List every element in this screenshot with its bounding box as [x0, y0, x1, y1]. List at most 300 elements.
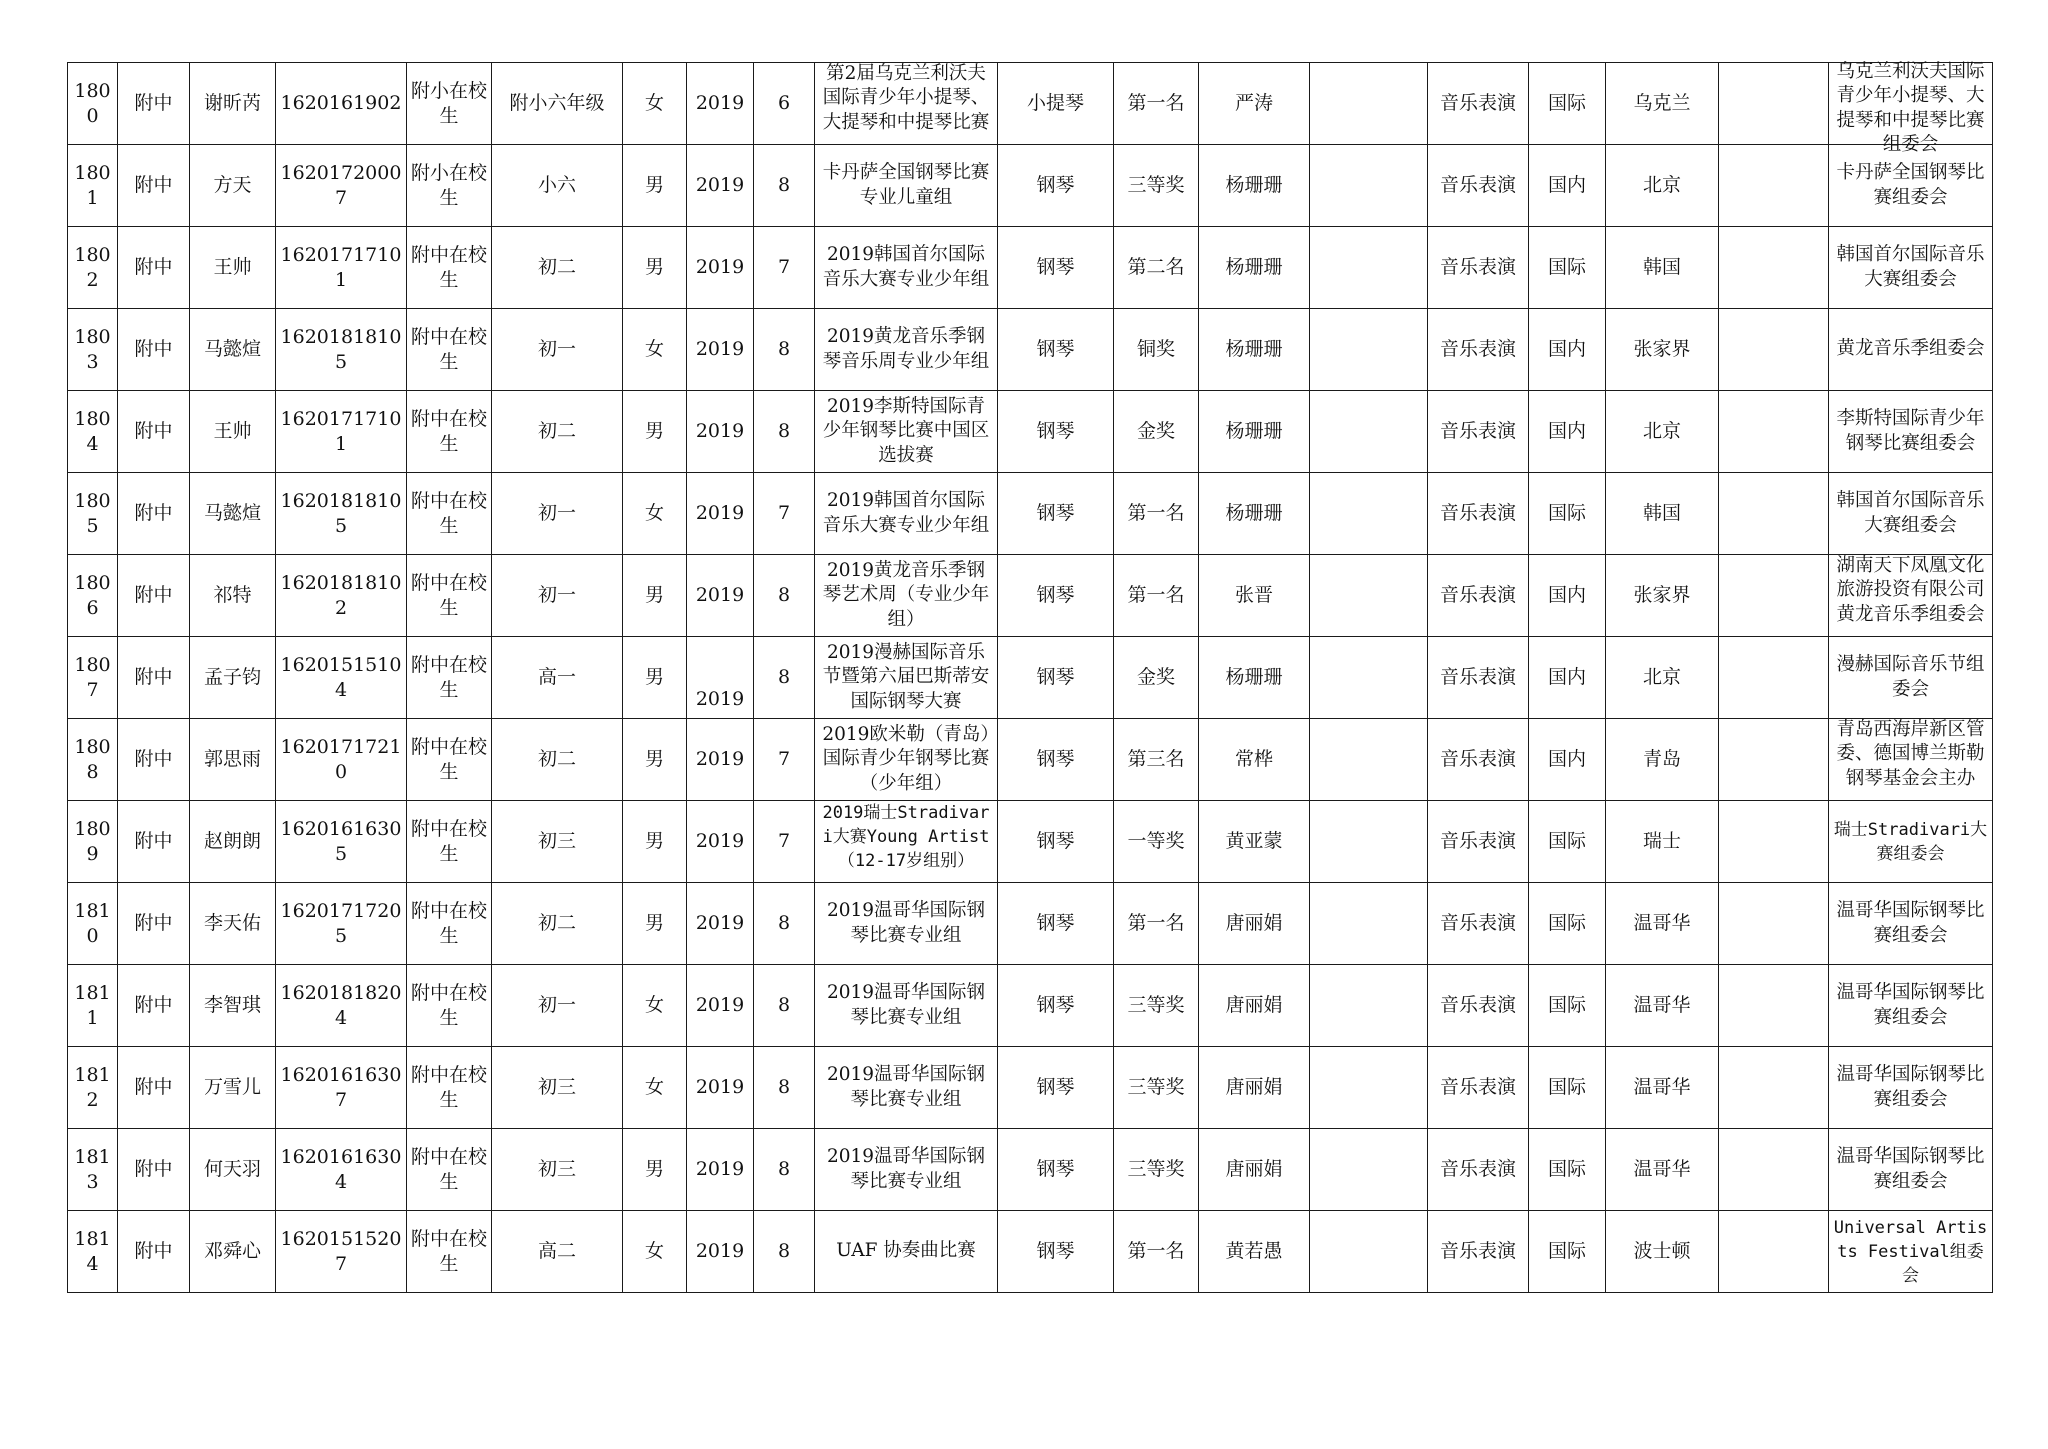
teacher-text: 唐丽娟	[1225, 994, 1283, 1016]
year-text: 2019	[695, 502, 745, 524]
level-cell	[1529, 801, 1606, 883]
gender-text: 男	[644, 256, 664, 278]
grade-cell	[492, 965, 623, 1047]
competition-name-cell	[815, 1129, 998, 1211]
empty-cell	[1719, 965, 1829, 1047]
award-text: 三等奖	[1127, 994, 1185, 1016]
student-name-cell	[190, 1129, 276, 1211]
department-text: 附中	[134, 912, 173, 934]
organizer-cell	[1829, 801, 1993, 883]
category-cell	[1428, 145, 1529, 227]
month-cell	[754, 145, 815, 227]
grade-cell	[492, 63, 623, 145]
grade-text: 附小六年级	[509, 92, 605, 114]
empty-cell	[1310, 1047, 1428, 1129]
year-text: 2019	[695, 174, 745, 196]
student-id-text: 16201717101	[280, 407, 402, 455]
year-text: 2019	[695, 830, 745, 852]
level-cell	[1529, 883, 1606, 965]
competition-name-text: 2019温哥华国际钢琴比赛专业组	[826, 1146, 986, 1192]
enrollment-status-text: 附中在校生	[410, 981, 487, 1029]
year-text: 2019	[695, 338, 745, 360]
category-text: 音乐表演	[1439, 174, 1516, 196]
empty-cell	[1310, 719, 1428, 801]
month-text: 7	[777, 830, 791, 852]
category-cell	[1428, 1129, 1529, 1211]
teacher-text: 严涛	[1234, 92, 1273, 114]
location-text: 韩国	[1642, 256, 1681, 278]
student-name-cell	[190, 145, 276, 227]
enrollment-status-text: 附中在校生	[410, 1227, 487, 1275]
year-cell	[687, 1047, 754, 1129]
gender-cell	[623, 965, 687, 1047]
location-text: 张家界	[1633, 338, 1691, 360]
empty-cell	[1719, 1129, 1829, 1211]
record-number-cell	[68, 965, 118, 1047]
organizer-text: 漫赫国际音乐节组委会	[1836, 654, 1985, 700]
location-cell	[1606, 63, 1719, 145]
empty-cell	[1719, 309, 1829, 391]
enrollment-status-cell	[407, 637, 492, 719]
record-number-text: 1810	[74, 899, 111, 947]
enrollment-status-text: 附中在校生	[410, 243, 487, 291]
student-name-cell	[190, 309, 276, 391]
year-text: 2019	[695, 994, 745, 1016]
teacher-cell	[1199, 145, 1310, 227]
department-text: 附中	[134, 92, 173, 114]
level-text: 国内	[1547, 420, 1586, 442]
empty-cell	[1310, 1129, 1428, 1211]
gender-cell	[623, 801, 687, 883]
location-cell	[1606, 145, 1719, 227]
location-text: 青岛	[1642, 748, 1681, 770]
competition-name-cell	[815, 1211, 998, 1293]
student-id-text: 16201720007	[280, 161, 402, 209]
level-cell	[1529, 145, 1606, 227]
enrollment-status-text: 附小在校生	[410, 79, 487, 127]
grade-cell	[492, 801, 623, 883]
instrument-text: 钢琴	[1036, 584, 1075, 606]
department-text: 附中	[134, 1076, 173, 1098]
teacher-cell	[1199, 719, 1310, 801]
competition-name-cell	[815, 309, 998, 391]
competition-name-text: 2019欧米勒（青岛）国际青少年钢琴比赛（少年组）	[822, 723, 990, 794]
grade-cell	[492, 309, 623, 391]
department-text: 附中	[134, 420, 173, 442]
award-cell	[1114, 1129, 1199, 1211]
teacher-text: 唐丽娟	[1225, 912, 1283, 934]
gender-cell	[623, 1047, 687, 1129]
grade-cell	[492, 1047, 623, 1129]
student-name-text: 祁特	[213, 584, 252, 606]
location-cell	[1606, 309, 1719, 391]
level-text: 国内	[1547, 584, 1586, 606]
empty-cell	[1310, 145, 1428, 227]
location-text: 张家界	[1633, 584, 1691, 606]
department-cell	[118, 145, 190, 227]
grade-cell	[492, 473, 623, 555]
award-text: 第三名	[1127, 748, 1185, 770]
record-number-cell	[68, 1129, 118, 1211]
student-id-cell	[276, 555, 407, 637]
instrument-cell	[998, 883, 1114, 965]
empty-cell	[1310, 473, 1428, 555]
level-text: 国际	[1547, 1158, 1586, 1180]
student-name-cell	[190, 63, 276, 145]
organizer-cell	[1829, 965, 1993, 1047]
year-text: 2019	[695, 1076, 745, 1098]
instrument-text: 钢琴	[1036, 420, 1075, 442]
category-text: 音乐表演	[1439, 502, 1516, 524]
student-id-text: 16201616304	[280, 1145, 402, 1193]
grade-cell	[492, 637, 623, 719]
record-number-text: 1812	[74, 1063, 111, 1111]
department-cell	[118, 719, 190, 801]
category-cell	[1428, 391, 1529, 473]
category-text: 音乐表演	[1439, 256, 1516, 278]
student-id-cell	[276, 637, 407, 719]
gender-text: 女	[644, 1076, 664, 1098]
organizer-text: 乌克兰利沃夫国际青少年小提琴、大提琴和中提琴比赛组委会	[1836, 60, 1985, 155]
student-name-text: 王帅	[213, 420, 252, 442]
student-name-cell	[190, 637, 276, 719]
enrollment-status-text: 附中在校生	[410, 571, 487, 619]
month-text: 7	[777, 256, 791, 278]
competition-name-text: 2019漫赫国际音乐节暨第六届巴斯蒂安国际钢琴大赛	[822, 641, 990, 712]
location-text: 温哥华	[1633, 1158, 1691, 1180]
category-cell	[1428, 1047, 1529, 1129]
table-row	[68, 965, 1993, 1047]
organizer-text: 瑞士Stradivari大赛组委会	[1833, 819, 1988, 864]
month-cell	[754, 555, 815, 637]
department-text: 附中	[134, 994, 173, 1016]
gender-text: 女	[644, 92, 664, 114]
month-text: 8	[777, 994, 791, 1016]
year-cell	[687, 637, 754, 719]
award-cell	[1114, 719, 1199, 801]
table-body	[68, 60, 1993, 1293]
record-number-text: 1803	[74, 325, 111, 373]
competition-name-cell	[815, 965, 998, 1047]
student-id-cell	[276, 473, 407, 555]
category-text: 音乐表演	[1439, 748, 1516, 770]
student-name-text: 方天	[213, 174, 252, 196]
instrument-cell	[998, 965, 1114, 1047]
table-row	[68, 637, 1993, 719]
organizer-cell	[1829, 227, 1993, 309]
year-text: 2019	[695, 420, 745, 442]
location-cell	[1606, 883, 1719, 965]
category-text: 音乐表演	[1439, 1158, 1516, 1180]
location-cell	[1606, 1211, 1719, 1293]
competition-name-text: 2019温哥华国际钢琴比赛专业组	[826, 900, 986, 946]
student-id-text: 16201616305	[280, 817, 402, 865]
teacher-text: 张晋	[1234, 584, 1273, 606]
month-cell	[754, 719, 815, 801]
record-number-text: 1809	[74, 817, 111, 865]
table-row	[68, 391, 1993, 473]
organizer-text: 温哥华国际钢琴比赛组委会	[1836, 900, 1985, 946]
award-text: 三等奖	[1127, 1076, 1185, 1098]
organizer-cell	[1829, 309, 1993, 391]
month-cell	[754, 1129, 815, 1211]
award-text: 第一名	[1127, 502, 1185, 524]
gender-text: 男	[644, 174, 664, 196]
department-cell	[118, 965, 190, 1047]
student-name-text: 马懿煊	[203, 338, 261, 360]
teacher-text: 杨珊珊	[1225, 338, 1283, 360]
teacher-cell	[1199, 473, 1310, 555]
student-id-text: 16201717210	[280, 735, 402, 783]
instrument-cell	[998, 801, 1114, 883]
year-text: 2019	[695, 748, 745, 770]
teacher-text: 杨珊珊	[1225, 174, 1283, 196]
year-cell	[687, 391, 754, 473]
organizer-cell	[1829, 555, 1993, 637]
student-name-cell	[190, 555, 276, 637]
department-cell	[118, 473, 190, 555]
empty-cell	[1719, 1211, 1829, 1293]
location-text: 乌克兰	[1633, 92, 1691, 114]
teacher-text: 唐丽娟	[1225, 1076, 1283, 1098]
organizer-text: 李斯特国际青少年钢琴比赛组委会	[1836, 408, 1985, 454]
grade-text: 初二	[537, 912, 576, 934]
instrument-text: 钢琴	[1036, 1158, 1075, 1180]
student-name-cell	[190, 1211, 276, 1293]
year-cell	[687, 719, 754, 801]
table-row	[68, 227, 1993, 309]
empty-cell	[1310, 227, 1428, 309]
grade-text: 初三	[537, 1076, 576, 1098]
enrollment-status-text: 附中在校生	[410, 407, 487, 455]
empty-cell	[1719, 391, 1829, 473]
enrollment-status-text: 附中在校生	[410, 325, 487, 373]
competition-name-text: 2019韩国首尔国际音乐大赛专业少年组	[822, 244, 990, 290]
level-text: 国内	[1547, 666, 1586, 688]
student-id-text: 16201717101	[280, 243, 402, 291]
enrollment-status-text: 附小在校生	[410, 161, 487, 209]
category-cell	[1428, 555, 1529, 637]
student-id-cell	[276, 801, 407, 883]
month-text: 8	[777, 666, 791, 688]
enrollment-status-cell	[407, 555, 492, 637]
enrollment-status-cell	[407, 391, 492, 473]
department-text: 附中	[134, 830, 173, 852]
instrument-text: 钢琴	[1036, 338, 1075, 360]
record-number-cell	[68, 883, 118, 965]
month-text: 8	[777, 338, 791, 360]
year-text: 2019	[695, 1240, 745, 1262]
teacher-text: 杨珊珊	[1225, 256, 1283, 278]
award-text: 金奖	[1136, 420, 1175, 442]
month-cell	[754, 1211, 815, 1293]
instrument-cell	[998, 1211, 1114, 1293]
empty-cell	[1719, 1047, 1829, 1129]
instrument-text: 钢琴	[1036, 1240, 1075, 1262]
location-cell	[1606, 801, 1719, 883]
award-text: 铜奖	[1136, 338, 1175, 360]
level-text: 国际	[1547, 502, 1586, 524]
award-cell	[1114, 391, 1199, 473]
teacher-cell	[1199, 965, 1310, 1047]
award-cell	[1114, 1211, 1199, 1293]
location-cell	[1606, 719, 1719, 801]
awards-table-sheet	[67, 62, 1993, 1293]
instrument-text: 小提琴	[1026, 92, 1084, 114]
teacher-text: 常桦	[1234, 748, 1273, 770]
grade-text: 初一	[537, 338, 576, 360]
student-name-cell	[190, 883, 276, 965]
year-text: 2019	[695, 92, 745, 114]
enrollment-status-text: 附中在校生	[410, 1145, 487, 1193]
organizer-cell	[1829, 473, 1993, 555]
department-cell	[118, 801, 190, 883]
department-text: 附中	[134, 1158, 173, 1180]
organizer-text: 温哥华国际钢琴比赛组委会	[1836, 982, 1985, 1028]
department-text: 附中	[134, 338, 173, 360]
competition-name-cell	[815, 637, 998, 719]
department-cell	[118, 227, 190, 309]
competition-name-cell	[815, 391, 998, 473]
location-text: 北京	[1642, 420, 1681, 442]
gender-text: 女	[644, 502, 664, 524]
gender-cell	[623, 63, 687, 145]
level-cell	[1529, 1047, 1606, 1129]
location-text: 瑞士	[1642, 830, 1681, 852]
level-text: 国际	[1547, 256, 1586, 278]
year-cell	[687, 309, 754, 391]
gender-cell	[623, 227, 687, 309]
year-text: 2019	[695, 256, 745, 278]
award-cell	[1114, 555, 1199, 637]
month-cell	[754, 391, 815, 473]
empty-cell	[1719, 63, 1829, 145]
instrument-cell	[998, 637, 1114, 719]
grade-text: 高二	[537, 1240, 576, 1262]
enrollment-status-text: 附中在校生	[410, 1063, 487, 1111]
enrollment-status-cell	[407, 63, 492, 145]
record-number-cell	[68, 801, 118, 883]
table-row	[68, 883, 1993, 965]
month-text: 8	[777, 912, 791, 934]
competition-name-text: 2019李斯特国际青少年钢琴比赛中国区选拔赛	[822, 395, 990, 466]
student-id-text: 16201818105	[280, 489, 402, 537]
student-id-text: 16201515207	[280, 1227, 402, 1275]
month-text: 8	[777, 1158, 791, 1180]
instrument-text: 钢琴	[1036, 502, 1075, 524]
award-text: 第一名	[1127, 584, 1185, 606]
empty-cell	[1719, 719, 1829, 801]
department-cell	[118, 391, 190, 473]
competition-name-text: 2019黄龙音乐季钢琴音乐周专业少年组	[822, 326, 990, 372]
enrollment-status-text: 附中在校生	[410, 735, 487, 783]
year-cell	[687, 145, 754, 227]
empty-cell	[1310, 63, 1428, 145]
category-cell	[1428, 883, 1529, 965]
location-cell	[1606, 1129, 1719, 1211]
month-text: 6	[777, 92, 791, 114]
gender-cell	[623, 309, 687, 391]
student-name-text: 谢昕芮	[203, 92, 261, 114]
department-cell	[118, 63, 190, 145]
student-name-text: 郭思雨	[203, 748, 261, 770]
organizer-cell	[1829, 719, 1993, 801]
year-cell	[687, 965, 754, 1047]
competition-name-text: 卡丹萨全国钢琴比赛专业儿童组	[822, 162, 990, 208]
student-name-cell	[190, 719, 276, 801]
year-cell	[687, 555, 754, 637]
student-id-cell	[276, 883, 407, 965]
department-text: 附中	[134, 1240, 173, 1262]
award-text: 三等奖	[1127, 174, 1185, 196]
student-name-text: 李天佑	[203, 912, 261, 934]
student-name-cell	[190, 473, 276, 555]
category-cell	[1428, 473, 1529, 555]
student-id-cell	[276, 227, 407, 309]
table-row	[68, 145, 1993, 227]
student-id-cell	[276, 719, 407, 801]
competition-name-cell	[815, 145, 998, 227]
competition-name-text: 2019韩国首尔国际音乐大赛专业少年组	[822, 490, 990, 536]
gender-cell	[623, 719, 687, 801]
level-cell	[1529, 63, 1606, 145]
competition-name-cell	[815, 1047, 998, 1129]
award-cell	[1114, 145, 1199, 227]
record-number-text: 1806	[74, 571, 111, 619]
student-name-text: 万雪儿	[203, 1076, 261, 1098]
organizer-text: 韩国首尔国际音乐大赛组委会	[1836, 490, 1985, 536]
empty-cell	[1310, 801, 1428, 883]
month-cell	[754, 883, 815, 965]
award-text: 第二名	[1127, 256, 1185, 278]
grade-text: 初三	[537, 1158, 576, 1180]
student-name-cell	[190, 965, 276, 1047]
month-text: 8	[777, 584, 791, 606]
instrument-text: 钢琴	[1036, 994, 1075, 1016]
category-cell	[1428, 63, 1529, 145]
category-text: 音乐表演	[1439, 584, 1516, 606]
instrument-text: 钢琴	[1036, 256, 1075, 278]
department-cell	[118, 1211, 190, 1293]
level-cell	[1529, 719, 1606, 801]
gender-cell	[623, 637, 687, 719]
record-number-text: 1801	[74, 161, 111, 209]
category-cell	[1428, 719, 1529, 801]
department-text: 附中	[134, 666, 173, 688]
year-cell	[687, 883, 754, 965]
instrument-cell	[998, 1047, 1114, 1129]
teacher-text: 杨珊珊	[1225, 502, 1283, 524]
record-number-text: 1814	[74, 1227, 111, 1275]
department-cell	[118, 1129, 190, 1211]
gender-text: 女	[644, 994, 664, 1016]
level-cell	[1529, 637, 1606, 719]
location-cell	[1606, 473, 1719, 555]
location-text: 北京	[1642, 666, 1681, 688]
empty-cell	[1719, 801, 1829, 883]
organizer-text: 青岛西海岸新区管委、德国博兰斯勒钢琴基金会主办	[1836, 718, 1985, 789]
empty-cell	[1719, 637, 1829, 719]
competition-name-text: 2019温哥华国际钢琴比赛专业组	[826, 982, 986, 1028]
student-name-text: 王帅	[213, 256, 252, 278]
month-cell	[754, 801, 815, 883]
enrollment-status-text: 附中在校生	[410, 899, 487, 947]
organizer-cell	[1829, 391, 1993, 473]
enrollment-status-text: 附中在校生	[410, 817, 487, 865]
award-text: 一等奖	[1127, 830, 1185, 852]
gender-text: 男	[644, 912, 664, 934]
level-text: 国际	[1547, 1240, 1586, 1262]
